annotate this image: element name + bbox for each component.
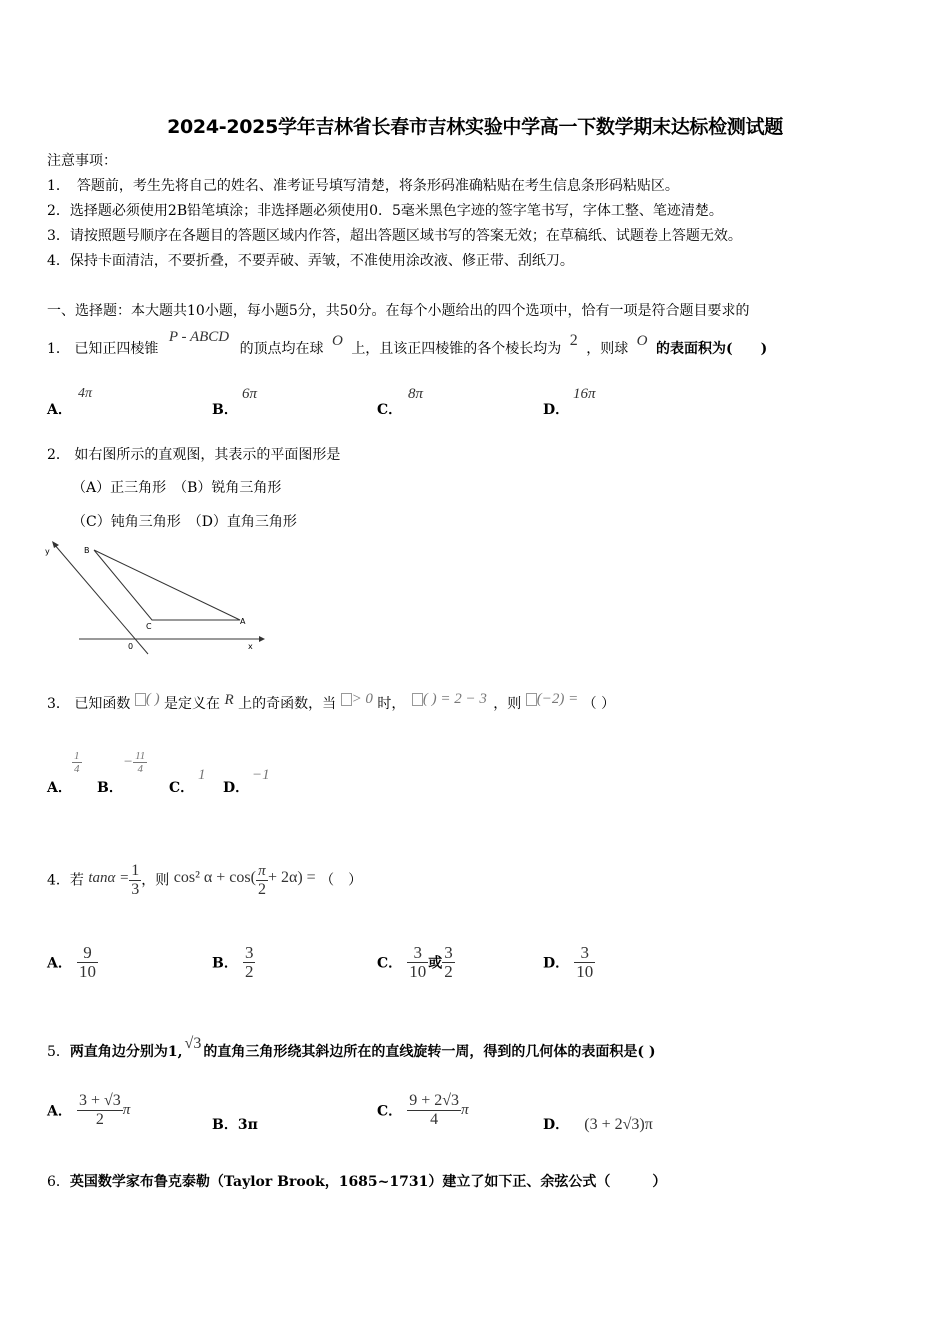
x-axis-arrow-icon [259,636,265,642]
question-number: 2． [47,447,70,463]
question-text: 已知正四棱锥 [74,341,159,357]
question-text: 两直角边分别为1, [69,1044,183,1060]
page-title: 2024-2025学年吉林省长春市吉林实验中学高一下数学期末达标检测试题 [167,116,783,138]
question-number: 4． [47,872,70,889]
question-text: 若 [69,872,84,889]
option-d: D． (3 + 2√3)π [543,1116,653,1133]
question-text: ，则球 [586,341,629,357]
option-d-value: −1 [252,767,270,783]
notice-item: 3．请按照题号顺序在各题目的答题区域内作答，超出答题区域书写的答案无效；在草稿纸、试题卷上答题无效。 [47,228,742,244]
math-edge-length: 2 [569,332,578,349]
question-text: 时， [377,696,406,712]
math-tan: tanα = [88,869,130,886]
math-expression: cos² α + cos( [173,868,256,886]
question-text: 的顶点均在球 [239,341,324,357]
math-fraction: $\frac{1}{3}$ [131,862,140,898]
question-number: 3． [47,696,70,712]
question-4 [47,862,362,899]
notice-item: 1． 答题前，考生先将自己的姓名、准考证号填写清楚，将条形码准确粘贴在考生信息条形码粘贴区。 [47,178,679,194]
option-a-value: 4π [78,386,93,401]
math-sphere: O [636,333,648,349]
placeholder-glyph-icon [135,693,146,706]
notice-item: 2．选择题必须使用2B铅笔填涂；非选择题必须使用0．5毫米黑色字迹的签字笔书写，字体工整、笔迹清楚。 [47,203,723,219]
question-text: 上的奇函数，当 [238,696,337,712]
label-b: B [84,546,90,555]
placeholder-glyph-icon [412,693,423,706]
question-6 [47,1173,666,1191]
question-1 [47,329,768,358]
math-function: ( ) [135,691,160,707]
math-query: (−2) = [526,691,578,707]
option-a: A． $\frac{9}{10}$ [47,943,96,981]
label-y: y [45,547,50,556]
section-heading: 一、选择题：本大题共10小题，每小题5分，共50分。在每个小题给出的四个选项中，恰有一项是符合题目要求的 [47,303,750,319]
question-text: 已知函数 [74,696,131,712]
y-axis [54,544,148,654]
question-text: 如右图所示的直观图，其表示的平面图形是 [74,447,341,463]
label-a: A [240,617,246,626]
option-b: B． $\frac{3}{2}$ [212,943,254,981]
math-sqrt3: √3 [184,1035,202,1052]
question-number: 6． [47,1174,70,1190]
question-text: ，则 [493,696,522,712]
question-3 [47,691,616,713]
y-axis-arrow-icon [52,541,59,548]
notice-heading: 注意事项： [47,153,117,169]
label-x: x [248,642,253,651]
triangle-abc [94,550,240,620]
option-b: B．3π [212,1117,258,1133]
option-a: A． $\frac{3 + √3}{2}$ π [47,1092,131,1128]
question-text: 是定义在 [164,696,221,712]
option-c: C． $\frac{3}{10}$ 或 $\frac{3}{2}$ [377,943,453,981]
math-pyramid: P - ABCD [168,329,230,345]
option-a-value: $\frac{1}{4}$ [74,750,80,775]
question-text: 上，且该正四棱锥的各个棱长均为 [351,341,562,357]
question-5 [47,1035,656,1061]
option-d-label: D． [543,402,570,418]
option-b-label: B． [212,402,238,418]
question-text: （ ） [582,696,616,712]
label-origin: 0 [128,642,134,651]
option-a-label: A． [47,780,72,796]
label-c: C [146,622,152,631]
math-expression: + 2α) = [267,868,316,886]
option-c: C． $\frac{9 + 2√3}{4}$ π [377,1092,469,1128]
option-c-value: 1 [198,767,206,783]
option-d-label: D． [223,780,250,796]
option-c-label: C． [169,780,195,796]
option-d-value: 16π [573,386,596,402]
q2-options-line-2: （C）钝角三角形 （D）直角三角形 [72,514,297,530]
option-b-value: − $\frac{11}{4}$ [123,750,146,775]
question-text: ，则 [141,872,170,889]
question-2 [47,446,340,464]
placeholder-glyph-icon [341,693,352,706]
option-c-value: 8π [408,386,424,402]
notice-item: 4．保持卡面清洁，不要折叠，不要弄破、弄皱，不准使用涂改液、修正带、刮纸刀。 [47,253,574,269]
math-fraction: $\frac{\pi}{2}$ [257,863,266,898]
option-c-label: C． [377,402,403,418]
question-text: （ ） [320,872,363,889]
oblique-view-figure [40,540,270,660]
question-number: 5． [47,1044,70,1060]
question-number: 1． [47,341,70,357]
math-sphere: O [332,333,343,349]
math-reals: R [224,692,234,708]
question-text: 的直角三角形绕其斜边所在的直线旋转一周，得到的几何体的表面积是( ) [203,1044,656,1060]
question-text: 英国数学家布鲁克泰勒（Taylor Brook，1685~1731）建立了如下正、余弦公式（ ） [69,1174,667,1190]
option-d: D． $\frac{3}{10}$ [543,943,594,981]
option-a-label: A． [47,402,72,418]
q2-options-line-1: （A）正三角形 （B）锐角三角形 [72,480,282,496]
option-b-value: 6π [242,386,258,402]
option-b-label: B． [97,780,123,796]
placeholder-glyph-icon [526,693,537,706]
question-text: 的表面积为( ) [655,341,768,357]
math-definition: ( ) = 2 − 3 [412,691,487,707]
math-condition: > 0 [341,691,373,707]
